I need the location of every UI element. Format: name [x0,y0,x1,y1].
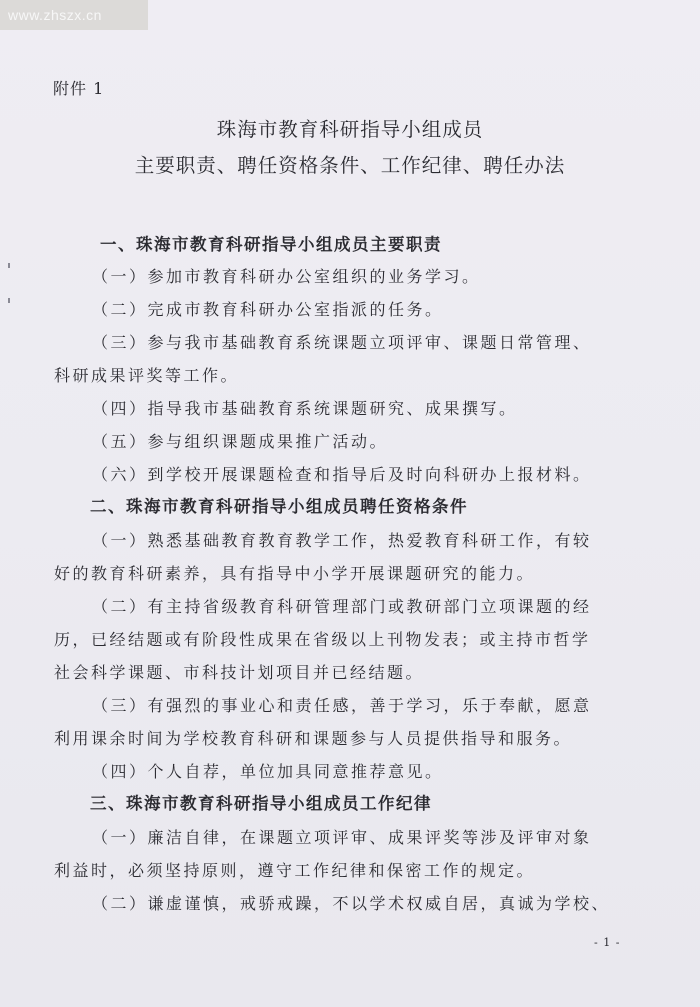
paragraph-line: （六）到学校开展课题检查和指导后及时向科研办上报材料。 [92,465,592,484]
paragraph-line: （五）参与组织课题成果推广活动。 [92,432,389,451]
paragraph-line: （四）个人自荐，单位加具同意推荐意见。 [92,762,444,781]
paragraph-line: 社会科学课题、市科技计划项目并已经结题。 [54,663,425,682]
paragraph-line: （一）廉洁自律，在课题立项评审、成果评奖等涉及评审对象 [92,828,592,847]
paragraph-line: 利益时，必须坚持原则，遵守工作纪律和保密工作的规定。 [54,861,536,880]
paragraph-line: （二）谦虚谨慎，戒骄戒躁，不以学术权威自居，真诚为学校、 [92,894,611,913]
section-3-heading: 三、珠海市教育科研指导小组成员工作纪律 [90,794,432,813]
document-title-line-1: 珠海市教育科研指导小组成员 [216,118,484,141]
paragraph-line: （一）熟悉基础教育教育教学工作，热爱教育科研工作，有较 [92,531,592,550]
page-number: - 1 - [594,936,621,949]
paragraph-line: （四）指导我市基础教育系统课题研究、成果撰写。 [92,399,518,418]
paragraph-line: （三）参与我市基础教育系统课题立项评审、课题日常管理、 [92,333,592,352]
scan-mark [8,298,10,303]
paragraph-line: （三）有强烈的事业心和责任感，善于学习，乐于奉献，愿意 [92,696,592,715]
paragraph-line: 好的教育科研素养，具有指导中小学开展课题研究的能力。 [54,564,536,583]
section-2-heading: 二、珠海市教育科研指导小组成员聘任资格条件 [90,497,468,516]
paragraph-line: （一）参加市教育科研办公室组织的业务学习。 [92,267,481,286]
paragraph-line: （二）有主持省级教育科研管理部门或教研部门立项课题的经 [92,597,592,616]
paragraph-line: （二）完成市教育科研办公室指派的任务。 [92,300,444,319]
paragraph-line: 历，已经结题或有阶段性成果在省级以上刊物发表；或主持市哲学 [54,630,591,649]
paragraph-line: 科研成果评奖等工作。 [54,366,240,385]
paragraph-line: 利用课余时间为学校教育科研和课题参与人员提供指导和服务。 [54,729,573,748]
attachment-label: 附件 1 [53,79,105,98]
scan-mark [8,263,10,268]
document-title-line-2: 主要职责、聘任资格条件、工作纪律、聘任办法 [134,154,566,177]
watermark: www.zhszx.cn [0,0,148,30]
section-1-heading: 一、珠海市教育科研指导小组成员主要职责 [100,235,442,254]
